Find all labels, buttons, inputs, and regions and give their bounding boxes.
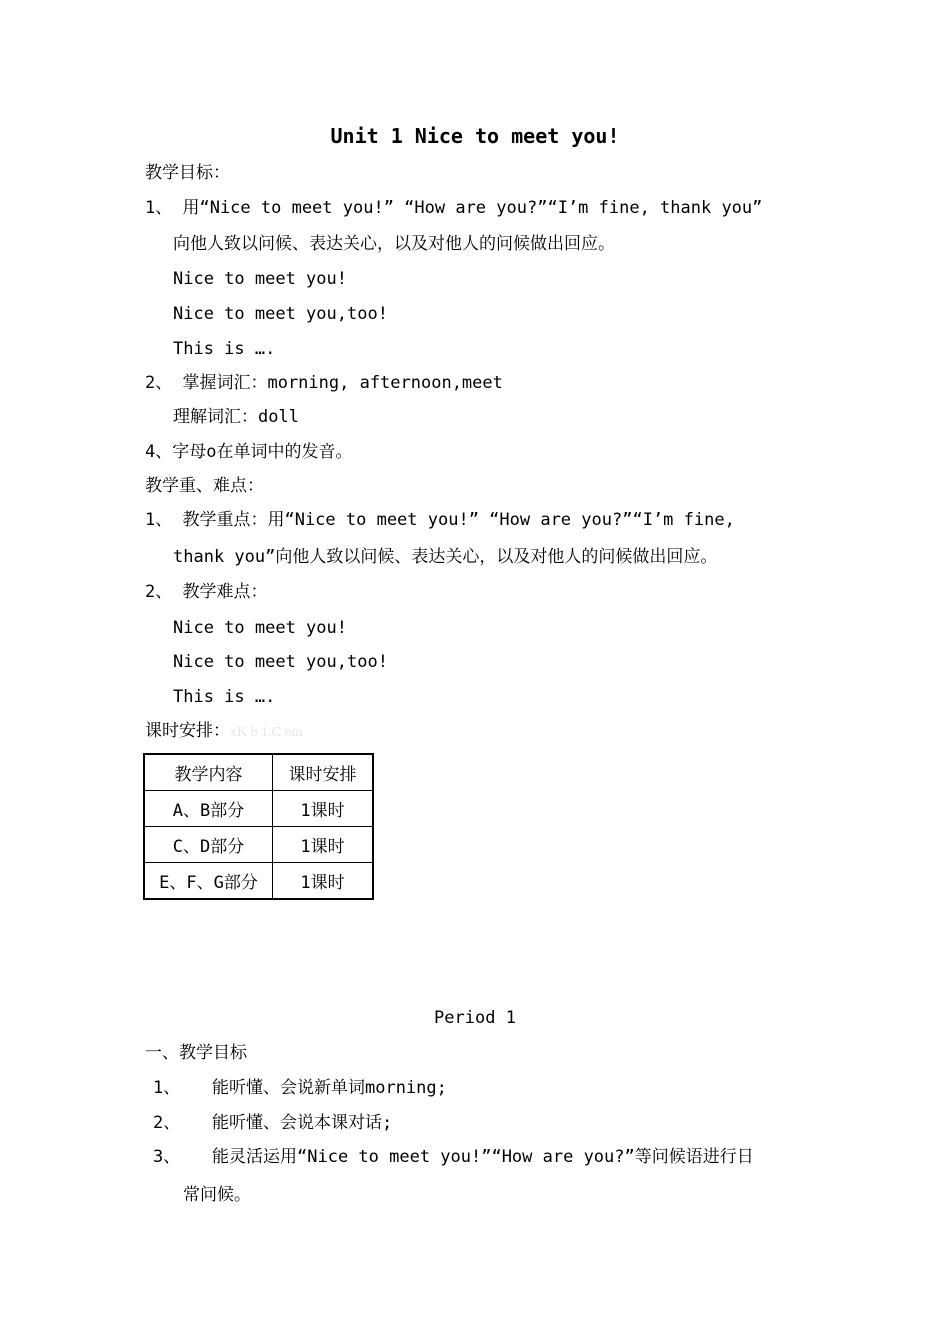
period-item-3-num: 3、	[153, 1147, 181, 1167]
goal-item-4: 4、字母o在单词中的发音。	[145, 442, 353, 462]
table-cell: A、B部分	[144, 791, 273, 827]
goal-item-1: 1、 用“Nice to meet you!” “How are you?”“I’m fine, thank you”	[145, 198, 763, 218]
keypoint-example-1: Nice to meet you!	[173, 618, 347, 638]
table-cell: 1课时	[273, 863, 374, 900]
period-item-2-num: 2、	[153, 1113, 181, 1133]
watermark: xK b 1.C om	[230, 725, 303, 740]
goal-example-1: Nice to meet you!	[173, 269, 347, 289]
keypoint-example-3: This is ….	[173, 687, 276, 707]
keypoint-item-1: 1、 教学重点：用“Nice to meet you!” “How are you?”“I’m fine,	[145, 510, 735, 530]
table-row	[144, 863, 373, 900]
table-cell: C、D部分	[144, 827, 273, 863]
keypoint-item-2: 2、 教学难点：	[145, 582, 268, 602]
table-header-cell: 教学内容	[144, 754, 273, 791]
table-row	[144, 827, 373, 863]
table-cell: E、F、G部分	[144, 863, 273, 900]
keypoints-heading: 教学重、难点：	[145, 476, 264, 496]
period-item-3: 能灵活运用“Nice to meet you!”“How are you?”等问候语进行日	[212, 1147, 754, 1167]
schedule-table	[143, 753, 374, 900]
period-item-1: 能听懂、会说新单词morning;	[212, 1078, 447, 1098]
goals-heading: 教学目标：	[145, 163, 230, 183]
table-cell: 1课时	[273, 827, 374, 863]
schedule-heading-line	[145, 720, 302, 744]
page-title: Unit 1 Nice to meet you!	[330, 124, 620, 148]
table-header-row	[144, 754, 373, 791]
goal-item-1-cont: 向他人致以问候、表达关心，以及对他人的问候做出回应。	[173, 234, 615, 254]
period-item-2: 能听懂、会说本课对话;	[212, 1113, 393, 1133]
table-cell: 1课时	[273, 791, 374, 827]
schedule-heading: 课时安排：	[145, 721, 230, 741]
period-item-3-cont: 常问候。	[183, 1185, 251, 1205]
period-item-1-num: 1、	[153, 1078, 181, 1098]
keypoint-example-2: Nice to meet you,too!	[173, 652, 388, 672]
period-heading: 一、教学目标	[145, 1043, 247, 1063]
goal-item-2-cont: 理解词汇：doll	[173, 407, 299, 427]
goal-example-3: This is ….	[173, 339, 276, 359]
period-title: Period 1	[434, 1008, 516, 1028]
keypoint-item-1-cont: thank you”向他人致以问候、表达关心，以及对他人的问候做出回应。	[173, 547, 718, 567]
goal-example-2: Nice to meet you,too!	[173, 304, 388, 324]
table-header-cell: 课时安排	[273, 754, 374, 791]
goal-item-2: 2、 掌握词汇：morning, afternoon,meet	[145, 373, 503, 393]
table-row	[144, 791, 373, 827]
